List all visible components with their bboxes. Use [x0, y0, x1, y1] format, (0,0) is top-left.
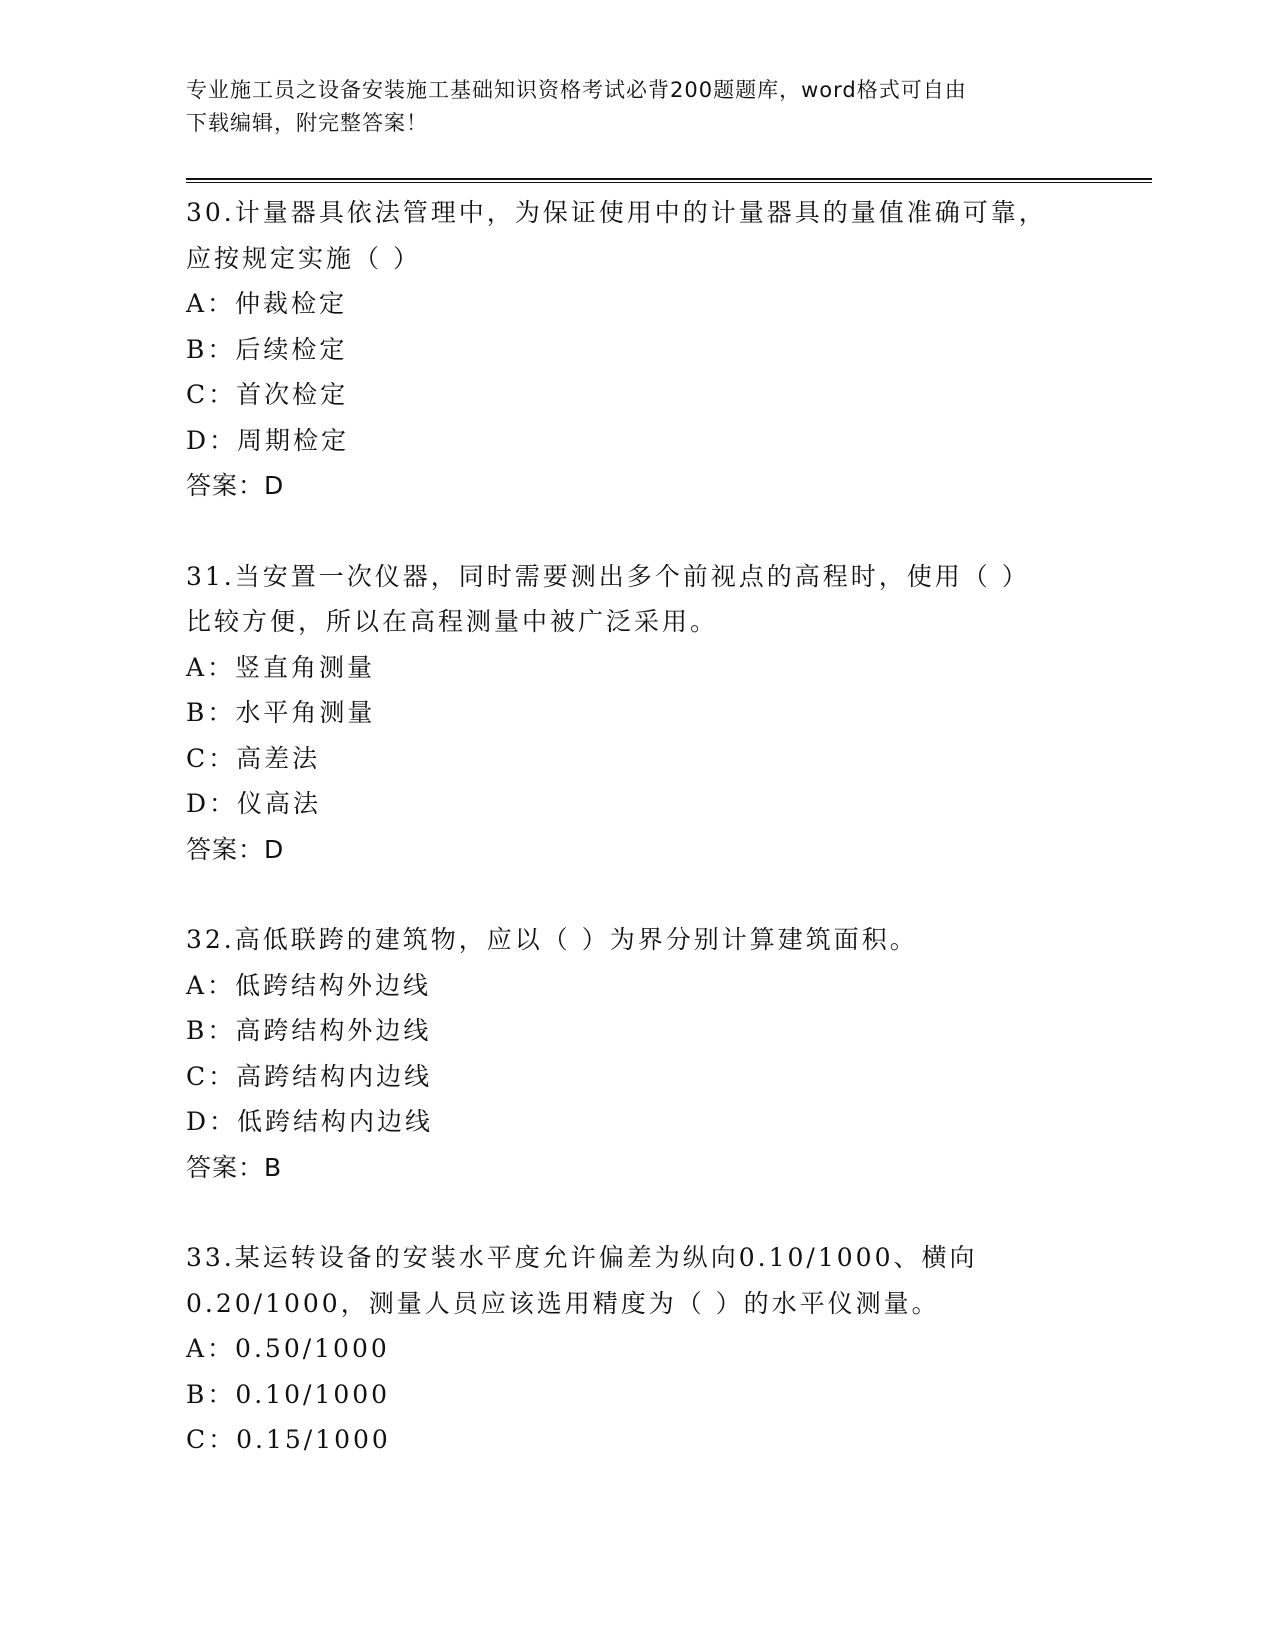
- option-c: C：0.15/1000: [186, 1425, 391, 1454]
- option-b: B：后续检定: [186, 334, 348, 364]
- option-a: A：0.50/1000: [186, 1334, 390, 1363]
- question-text: 30.计量器具依法管理中，为保证使用中的计量器具的量值准确可靠，: [186, 198, 1047, 227]
- header-line-1: 专业施工员之设备安装施工基础知识资格考试必背200题题库，word格式可自由: [186, 78, 967, 102]
- answer-line: 答案：B: [186, 1152, 283, 1182]
- question-32: [186, 917, 1086, 1190]
- option-d: D：低跨结构内边线: [186, 1107, 434, 1136]
- document-header: [186, 74, 1086, 140]
- header-divider: [186, 178, 1152, 183]
- option-c: C：首次检定: [186, 380, 349, 409]
- option-c: C：高跨结构内边线: [186, 1061, 433, 1091]
- question-list: [186, 190, 1086, 1508]
- option-a: A：低跨结构外边线: [186, 970, 432, 1000]
- header-line-2: 下载编辑，附完整答案！: [186, 111, 428, 135]
- option-d: D：周期检定: [186, 425, 350, 455]
- question-text: 32.高低联跨的建筑物，应以（ ）为界分别计算建筑面积。: [186, 925, 918, 954]
- answer-line: 答案：D: [186, 834, 285, 864]
- question-text: 应按规定实施（ ）: [186, 243, 421, 273]
- question-31: [186, 554, 1086, 873]
- question-text: 33.某运转设备的安装水平度允许偏差为纵向0.10/1000、横向: [186, 1243, 978, 1272]
- question-30: [186, 190, 1086, 509]
- question-text: 0.20/1000，测量人员应该选用精度为（ ）的水平仪测量。: [186, 1288, 940, 1318]
- option-a: A：竖直角测量: [186, 652, 376, 682]
- option-b: B：高跨结构外边线: [186, 1016, 432, 1045]
- option-d: D：仪高法: [186, 789, 322, 818]
- question-text: 31.当安置一次仪器，同时需要测出多个前视点的高程时，使用（ ）: [186, 561, 1030, 591]
- option-b: B：0.10/1000: [186, 1379, 391, 1409]
- option-b: B：水平角测量: [186, 698, 376, 727]
- option-c: C：高差法: [186, 743, 321, 773]
- answer-line: 答案：D: [186, 471, 285, 500]
- option-a: A：仲裁检定: [186, 289, 348, 318]
- question-33: [186, 1235, 1086, 1463]
- question-text: 比较方便，所以在高程测量中被广泛采用。: [186, 607, 719, 636]
